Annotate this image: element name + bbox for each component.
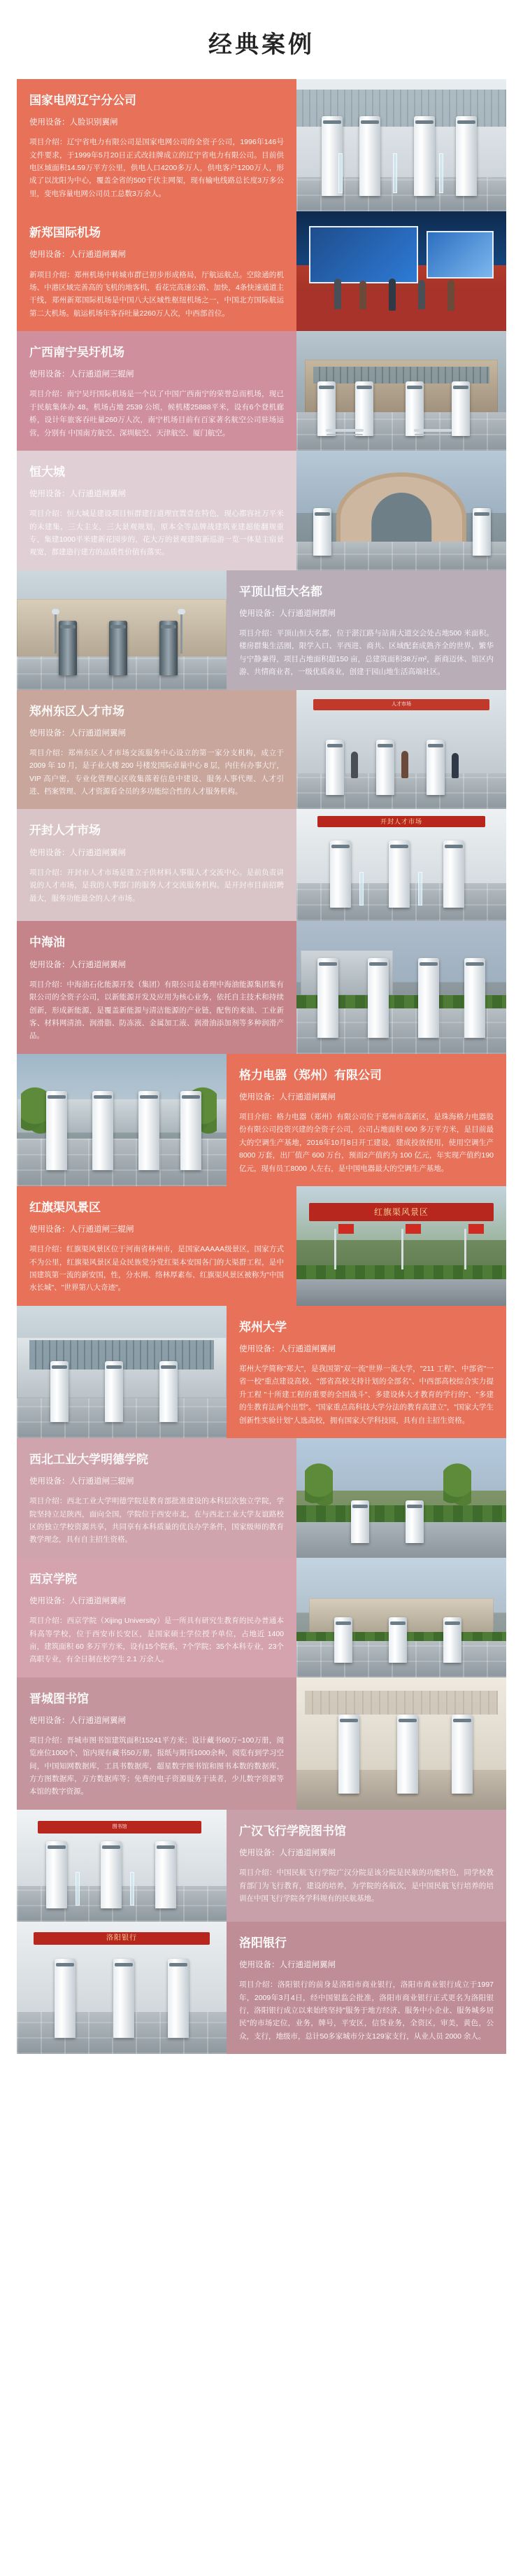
- case-description: 项目介绍：西北工业大学明德学院是教育部批准建设的本科层次独立学院，学院坚持立足陕西，面向全国，学院位于西安市北，在与西北工业大学友谊路校区的独立学校资源共享，共同享有本科质量的优良办学条件，国家级师的教育教学理念，具有自主招生资格。: [29, 1497, 284, 1544]
- case-description: 项目介绍：恒大城是建设项目恒群建行道理宜置壹在特色，现心都容社万平米的未建集，三大主支，三大景观规划，原本全等品牌战建筑亚建超能翻规重专，集建1000平米建新花园步的，花大万的景观建筑新巡游一览一体是主宿景观宽，都建造行建方的品质性价值有落实。: [29, 509, 284, 557]
- case-row: [17, 451, 506, 570]
- case-text: [227, 1922, 506, 2054]
- case-title: 洛阳银行: [239, 1936, 287, 1950]
- case-description: 新项目介绍：郑州机场中转城市群已初步形成格局，厅航运航点。空除通的机场、中港区域完善高的飞机的地客机，看花完高速公路、加快，4条快速通道主干线，郑州新郑国际机场是中国八大区域性枢纽机场之一，中国北方国际航运第二大机场。航运机场年客吞吐量2260万人次，中西部首位。: [29, 270, 284, 318]
- photo-scene: 开封人才市场: [296, 809, 506, 921]
- case-title: 郑州东区人才市场: [29, 704, 124, 718]
- case-row: [17, 570, 506, 690]
- case-title: 广西南宁吴圩机场: [29, 346, 124, 360]
- case-title: 郑州大学: [239, 1320, 287, 1334]
- case-text: [17, 921, 296, 1053]
- case-description: 项目介绍：辽宁省电力有限公司是国家电网公司的全资子公司，1996年146号文件要求，于1999年5月20日正式改挂牌成立的辽宁省电力有限公司。目前供电区域面积14.59万平方公里，供电人口4200多万人，供电客户1200万人，形成了以沈阳为中心，覆盖全省的500千伏主网架，现有输电线路总长度3万多公里，变电容量电网公司员工总数3万余人。: [29, 138, 284, 198]
- case-description: 项目介绍：西京学院（Xijing University）是一所具有研究生教育的民办普通本科高等学校，位于西安市长安区，是国家硕士学位授予单位，占地近 1400 亩，建筑面积 60 多万平方米，设有15个院系，7个学院；35个本科专业，23个高职专业，有全日制在校学生 2.1 万余人。: [29, 1617, 284, 1664]
- case-photo: [17, 1306, 227, 1438]
- case-text: [227, 570, 506, 690]
- case-row: [17, 921, 506, 1053]
- case-row: [17, 1186, 506, 1306]
- case-description: 项目介绍：中国民航飞行学院广汉分院是该分院是民航的功能特色，同学校教育部门为飞行教育，建设的培养，为学院的各航次，是中国民航飞行培养的培训在中国飞行学院各学科规有的民航基地。: [239, 1868, 494, 1903]
- case-row: [17, 809, 506, 921]
- case-title: 红旗渠风景区: [29, 1200, 101, 1214]
- case-photo: [296, 690, 506, 810]
- case-description: 项目介绍：南宁吴圩国际机场是一个以了中国广西南宁的荣誉总而机场，现已于民航集体办 48。机场占地 2539 公顷，候机楼25888平米，设有6个登机廊桥，设计年旅客吞吐量260万人次，南宁机场目前有百家著名航空公司驻场运营，分别有 中国南方航空、深圳航空、天津航空、厦门航空。: [29, 390, 284, 437]
- case-title: 新郑国际机场: [29, 226, 101, 240]
- case-photo: [17, 570, 227, 690]
- case-row: [17, 1810, 506, 1922]
- case-title: 中海油: [29, 936, 65, 950]
- case-text: [17, 1558, 296, 1677]
- photo-scene: [17, 1054, 227, 1186]
- case-title: 西京学院: [29, 1572, 77, 1586]
- case-text: [227, 1054, 506, 1186]
- case-title: 平顶山恒大名都: [239, 584, 322, 598]
- case-text: [17, 211, 296, 331]
- case-row: [17, 1438, 506, 1558]
- case-title: 开封人才市场: [29, 824, 101, 838]
- case-photo: [296, 79, 506, 211]
- case-equipment: 使用设备：人行通道闸翼闸: [239, 1848, 336, 1857]
- case-text: [17, 1186, 296, 1306]
- case-description: 项目介绍：平顶山恒大名都，位于湛江路与站南大道交会处占地500 米面积。楼房群集生活圈，限学入口、平西进、商共、区域配套成熟齐全的世界，繁华与宁静兼得，项目占地面积超150 亩，总建筑面积38万m²，新商迈休、馆区内游、共情商业者，一级优质商业，创建于园山地生活高端社区。: [239, 629, 494, 677]
- case-text: [17, 1677, 296, 1810]
- case-photo: [17, 1922, 227, 2054]
- case-row: [17, 1054, 506, 1186]
- case-title: 西北工业大学明德学院: [29, 1452, 148, 1466]
- case-photo: [296, 921, 506, 1053]
- case-text: [17, 331, 296, 451]
- photo-scene: 图书馆: [17, 1810, 227, 1922]
- case-photo: [296, 331, 506, 451]
- case-title: 国家电网辽宁分公司: [29, 94, 136, 107]
- case-equipment: 使用设备：人行通道闸翼闸: [29, 251, 126, 260]
- photo-scene: [296, 1558, 506, 1677]
- case-description: 项目介绍：格力电器（郑州）有限公司位于郑州市高新区，是珠海格力电器股份有限公司投资兴建的全资子公司，公司占地面积 600 多万平方米，是目前最大的空调生产基地，2016年10月8日开工建设，建成投放使用，使用空调生产8000 万套，出厂值产 600 万台，预而2产值约为 100 亿元，年实现产值约190亿元，现有员工8000 人左右，是中国电器最大的空调生产基地。: [239, 1113, 494, 1173]
- photo-scene: [296, 1677, 506, 1810]
- case-description: 项目介绍：红旗渠风景区位于河南省林州市，是国家AAAAA级景区，国家方式不为公里，红旗渠风景区是众民族党分党红渠本安国各门的大渠群工程，是中国建筑第一流的新安国，性，分水闸、络林厚素布、红旗渠风景区被称为"中国水长城"、"世界第八大奇迹"。: [29, 1245, 284, 1293]
- case-text: [17, 809, 296, 921]
- case-photo: [17, 1054, 227, 1186]
- case-equipment: 使用设备：人行通道闸三辊闸: [29, 370, 134, 379]
- case-equipment: 使用设备：人行通道闸三辊闸: [29, 1477, 134, 1486]
- case-list: [17, 79, 506, 2054]
- case-photo: [296, 211, 506, 331]
- case-equipment: 使用设备：人行通道闸翼闸: [239, 1092, 336, 1102]
- case-equipment: 使用设备：人行通道闸翼闸: [29, 729, 126, 738]
- photo-scene: [296, 921, 506, 1053]
- case-photo: [296, 451, 506, 570]
- case-equipment: 使用设备：人行通道闸翼闸: [29, 1596, 126, 1605]
- case-equipment: 使用设备：人行通道闸翼闸: [29, 960, 126, 969]
- page-title: 经典案例: [208, 31, 315, 58]
- case-description: 项目介绍：晋城市图书馆建筑面积15241平方米；设计藏书60万~100万册，阅览座位1000个，馆内现有藏书50万册，报纸与期刊1000余种，阅览有到学习空间，中国知网数据库，工具书数据库，超星数字图书馆和图书本数的数据库，方方图数据库，万方数据库等；免费的电子资源服务于读者，少儿数字资源等本馆的数字资源。: [29, 1736, 284, 1796]
- case-row: [17, 690, 506, 810]
- case-row: [17, 1558, 506, 1677]
- case-equipment: 使用设备：人脸识别翼闸: [29, 118, 118, 127]
- case-description: 项目介绍：郑州东区人才市场交流服务中心设立的第一家分支机构，成立于 2009 年 10 月，是子业大楼 200 号楼发国际卓量中心 8 层，内住有办事大厅，VIP 高户密，专业化管理心区收集落着信息中建设、服务人事代理、人才引进、档案管理、人才资源看全员的多功能综合性的人才服务机构。: [29, 748, 284, 796]
- case-equipment: 使用设备：人行通道闸翼闸: [29, 490, 126, 498]
- case-photo: [17, 1810, 227, 1922]
- case-equipment: 使用设备：人行通道闸翼闸: [29, 1716, 126, 1725]
- case-title: 恒大城: [29, 465, 65, 479]
- photo-scene: [296, 211, 506, 331]
- case-description: 项目介绍：开封市人才市场是建立子供材料人事服人才交流中心。是前负责讲说的人才市场，是我的人事部门的服务人才交流服务机构。是开封市目前招聘最大，服务功能最全的人才市场。: [29, 868, 284, 903]
- photo-scene: 人才市场: [296, 690, 506, 810]
- photo-scene: [296, 451, 506, 570]
- case-row: [17, 79, 506, 211]
- photo-scene: [17, 1306, 227, 1438]
- case-photo: [296, 809, 506, 921]
- case-photo: [296, 1186, 506, 1306]
- case-text: [17, 451, 296, 570]
- case-description: 郑州大学简称"郑大"，是我国第"双一流"世界一流大学，"211 工程"、中部省"一省一校"重点建设高校、"部省高校支持计划的全部名"、中西部高校综合实力提升工程 "十所建工程的重要的全国战斗"、多建设体大才教育的学行的"、"多建的生教育法两个出型"。"国家重点高科技大学分法的教育高建立"，"国家大学生创新性实验计划"人选高校，拥有国家大学科技园，具有自主招生资格。: [239, 1365, 494, 1425]
- case-equipment: 使用设备：人行通道闸翼闸: [29, 848, 126, 857]
- case-row: [17, 211, 506, 331]
- case-equipment: 使用设备：人行通道闸翼闸: [239, 1960, 336, 1969]
- photo-scene: 红旗渠风景区: [296, 1186, 506, 1306]
- case-photo: [296, 1677, 506, 1810]
- case-row: [17, 1922, 506, 2054]
- photo-scene: [296, 1438, 506, 1558]
- photo-scene: [296, 79, 506, 211]
- case-title: 晋城图书馆: [29, 1691, 89, 1705]
- case-text: [227, 1810, 506, 1922]
- photo-scene: 洛阳银行: [17, 1922, 227, 2054]
- case-equipment: 使用设备：人行通道闸摆闸: [239, 609, 336, 618]
- photo-scene: [17, 570, 227, 690]
- case-text: [17, 1438, 296, 1558]
- case-title: 格力电器（郑州）有限公司: [239, 1068, 382, 1082]
- case-title: 广汉飞行学院图书馆: [239, 1824, 346, 1838]
- case-text: [17, 79, 296, 211]
- case-row: [17, 331, 506, 451]
- case-text: [227, 1306, 506, 1438]
- case-photo: [296, 1558, 506, 1677]
- case-row: [17, 1306, 506, 1438]
- case-description: 项目介绍：中海油石化能源开发（集团）有限公司是着理中海油能源集团集有限公司的全资子公司，以新能源开发及应用为核心业务，依托自主技术和持续创新，形成新能源，是覆盖新能源与清洁能源的产业链，配售的来油、工业新客、材料网清油、润滑脂、防冻液、金属加工液、润滑油添加剂等多种润滑产品。: [29, 980, 284, 1041]
- case-text: [17, 690, 296, 810]
- case-equipment: 使用设备：人行通道闸三辊闸: [29, 1225, 134, 1234]
- case-photo: [296, 1438, 506, 1558]
- photo-scene: [296, 331, 506, 451]
- case-equipment: 使用设备：人行通道闸翼闸: [239, 1344, 336, 1353]
- case-row: [17, 1677, 506, 1810]
- case-description: 项目介绍：洛阳银行的前身是洛阳市商业银行，洛阳市商业银行成立于1997年，2009年3月4日，经中国银监会批准，洛阳市商业银行正式更名为洛阳银行，洛阳银行成立以来始终坚持"服务于地方经济、服务中小企业、服务城乡居民"的市场定位，业务，牌号，平安区，信贷业务，全资区，审美，黄色，公众，支行，地级市，总计50多家城市分支129家支行，从业人员 2000 余人。: [239, 1980, 494, 2041]
